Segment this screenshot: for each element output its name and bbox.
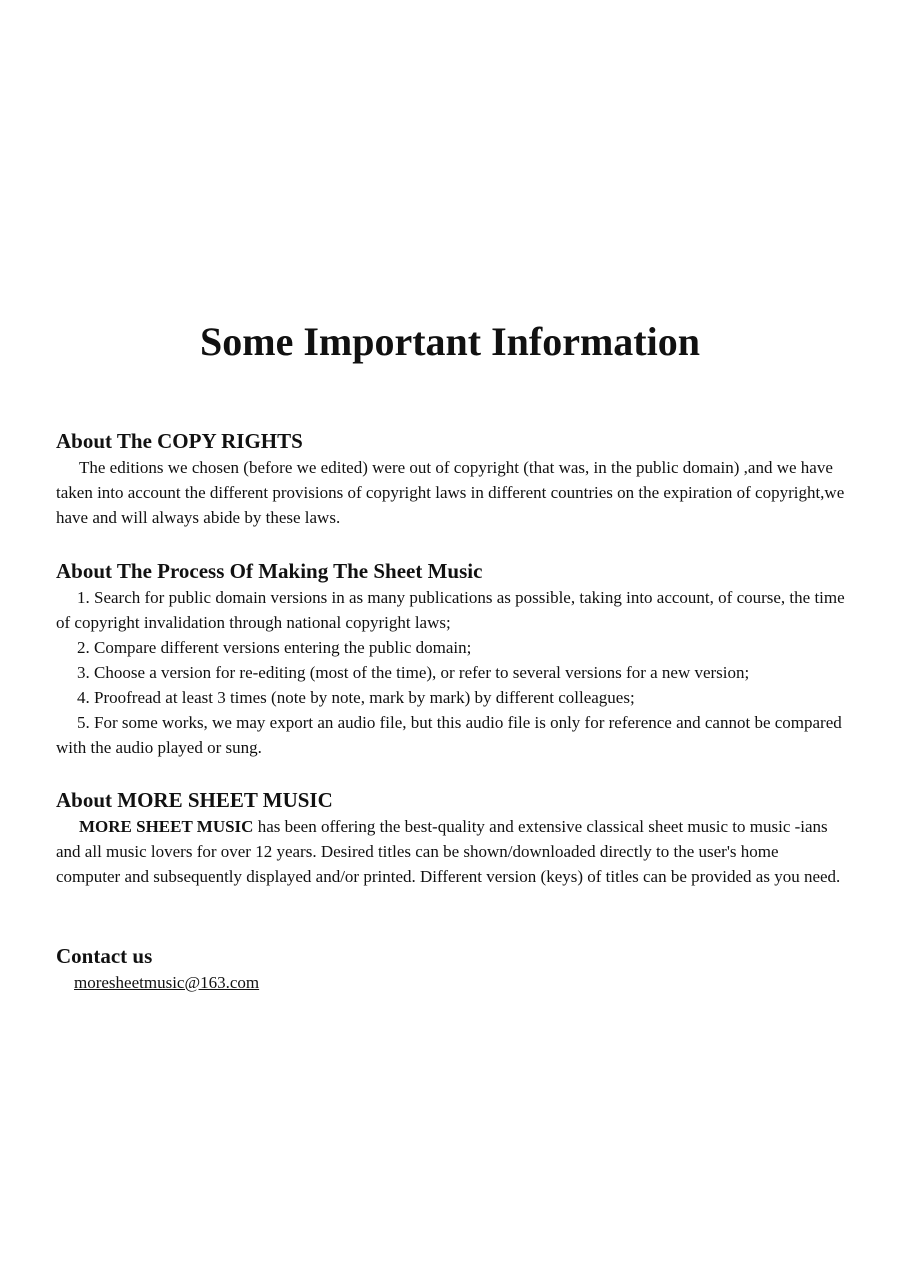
process-step-5: 5. For some works, we may export an audio file, but this audio file is only for reference and cannot be compared with the audio played or sung. [56,713,842,757]
copyright-body: The editions we chosen (before we edited) were out of copyright (that was, in the public domain) ,and we have taken into account the different provisions of copyright laws in different countries on the expiration of copyright,we have and will always abide by these laws. [56,458,845,527]
brand-name: MORE SHEET MUSIC [79,817,254,836]
process-step-3: 3. Choose a version for re-editing (most of the time), or refer to several versions for a new version; [77,663,750,682]
page-title: Some Important Information [200,319,700,364]
process-section [56,557,846,760]
copyright-section [56,427,846,530]
about-heading: About MORE SHEET MUSIC [56,788,333,812]
process-step-1: 1. Search for public domain versions in as many publications as possible, taking into account, of course, the time of copyright invalidation through national copyright laws; [56,588,845,632]
copyright-heading: About The COPY RIGHTS [56,429,303,453]
process-heading: About The Process Of Making The Sheet Music [56,559,483,583]
about-section [56,786,846,889]
process-step-2: 2. Compare different versions entering the public domain; [77,638,472,657]
about-body [56,814,846,889]
about-body-text: has been offering the best-quality and extensive classical sheet music to music -ians and all music lovers for over 12 years. Desired titles can be shown/downloaded directly to the user's home computer and subsequently displayed and/or printed. Different version (keys) of titles can be provided as you need. [56,817,841,886]
contact-section [56,942,846,995]
contact-email-link[interactable]: moresheetmusic@163.com [74,973,260,992]
process-step-4: 4. Proofread at least 3 times (note by note, mark by mark) by different colleagues; [77,688,635,707]
contact-heading: Contact us [56,944,153,968]
